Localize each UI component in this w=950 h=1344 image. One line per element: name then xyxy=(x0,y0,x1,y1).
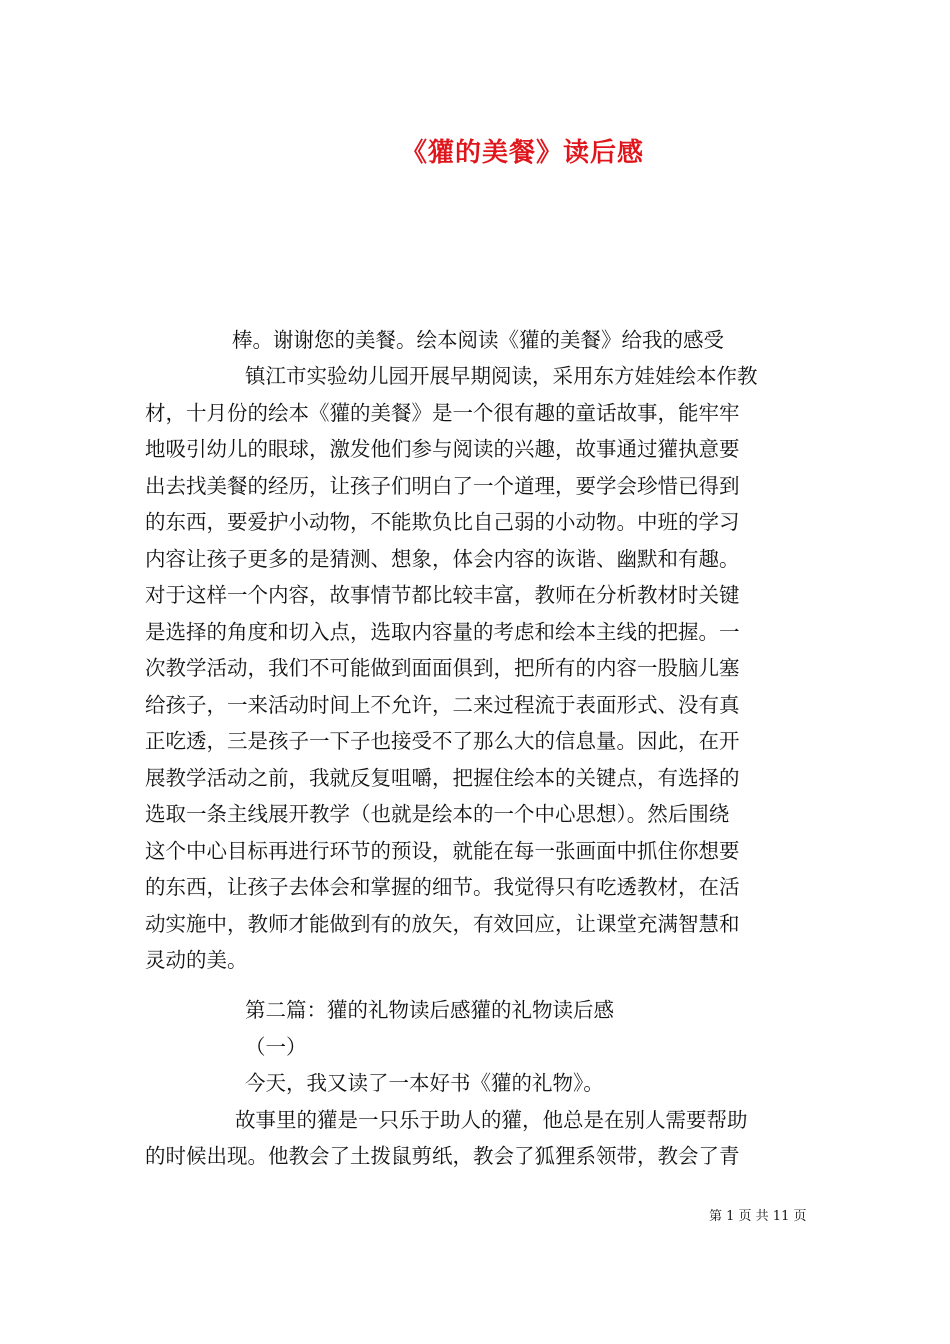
section-2 xyxy=(145,992,810,1175)
paragraph-1-line: 的东西，要爱护小动物，不能欺负比自己弱的小动物。中班的学习 xyxy=(145,510,740,534)
paragraph-1-line: 材，十月份的绘本《獾的美餐》是一个很有趣的童话故事，能牢牢 xyxy=(145,400,740,425)
paragraph-1-line: 这个中心目标再进行环节的预设，就能在每一张画面中抓住你想要 xyxy=(145,838,740,863)
paragraph-1-line: 选取一条主线展开教学（也就是绘本的一个中心思想）。然后围绕 xyxy=(145,802,730,826)
first-line: 棒。谢谢您的美餐。绘本阅读《獾的美餐》给我的感受 xyxy=(232,328,724,352)
section-2-title: 第二篇：獾的礼物读后感獾的礼物读后感 xyxy=(245,998,614,1022)
paragraph-1-line: 地吸引幼儿的眼球，激发他们参与阅读的兴趣，故事通过獾执意要 xyxy=(145,437,740,461)
section-2-paragraph-line: 的时候出现。他教会了土拨鼠剪纸，教会了狐狸系领带，教会了青 xyxy=(145,1144,740,1168)
paragraph-1-line: 镇江市实验幼儿园开展早期阅读，采用东方娃娃绘本作教 xyxy=(245,364,758,388)
paragraph-1-line: 出去找美餐的经历，让孩子们明白了一个道理，要学会珍惜已得到 xyxy=(145,473,740,498)
section-2-paragraph-line: 故事里的獾是一只乐于助人的獾，他总是在别人需要帮助 xyxy=(235,1107,748,1132)
paragraph-1-line: 的东西，让孩子去体会和掌握的细节。我觉得只有吃透教材，在活 xyxy=(145,875,740,899)
section-2-line: 今天，我又读了一本好书《獾的礼物》。 xyxy=(245,1071,604,1095)
paragraph-1-line: 是选择的角度和切入点，选取内容量的考虑和绘本主线的把握。一 xyxy=(145,619,740,644)
paragraph-1-line: 灵动的美。 xyxy=(145,948,248,972)
section-2-subheading: （一） xyxy=(245,1034,307,1059)
paragraph-1-line: 展教学活动之前，我就反复咀嚼，把握住绘本的关键点，有选择的 xyxy=(145,765,740,790)
paragraph-1-line: 对于这样一个内容，故事情节都比较丰富，教师在分析教材时关键 xyxy=(145,583,740,607)
paragraph-1-line: 正吃透，三是孩子一下子也接受不了那么大的信息量。因此，在开 xyxy=(145,729,740,753)
paragraph-1-line: 次教学活动，我们不可能做到面面俱到，把所有的内容一股脑儿塞 xyxy=(145,656,740,680)
page-footer: 第 1 页 共 11 页 xyxy=(709,1209,807,1224)
paragraph-1-line: 给孩子，一来活动时间上不允许，二来过程流于表面形式、没有真 xyxy=(145,692,740,717)
paragraph-1 xyxy=(145,358,810,979)
paragraph-1-line: 动实施中，教师才能做到有的放矢，有效回应，让课堂充满智慧和 xyxy=(145,911,740,936)
paragraph-1-line: 内容让孩子更多的是猜测、想象，体会内容的诙谐、幽默和有趣。 xyxy=(145,546,740,571)
document-title: 《獾的美餐》读后感 xyxy=(400,138,644,168)
